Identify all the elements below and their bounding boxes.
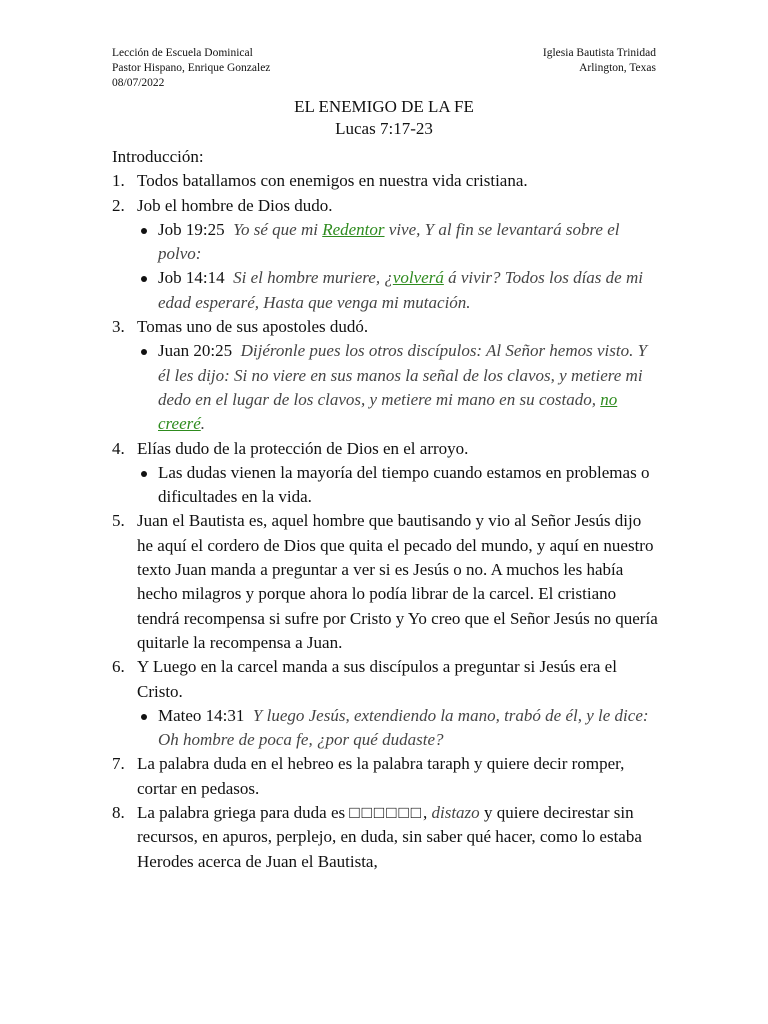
item-number: 5. (112, 511, 125, 531)
bullet-icon (141, 276, 147, 282)
document-subtitle: Lucas 7:17-23 (335, 119, 433, 138)
list-item (112, 509, 660, 655)
sub-list-item (137, 704, 660, 753)
intro-heading: Introducción: (112, 147, 204, 166)
sub-list-item (137, 339, 660, 436)
dictionary-link[interactable]: no (600, 389, 618, 409)
sub-list-item (137, 461, 660, 510)
item-text: Job el hombre de Dios dudo. (137, 195, 333, 215)
sub-item-text: Las dudas vienen la mayoría del tiempo cuando estamos en problemas o dificultades en la vida. (158, 462, 650, 507)
item-number: 1. (112, 171, 125, 191)
scripture-reference: Job 19:25 (158, 219, 225, 239)
quote-part: Si el hombre muriere, ¿ (233, 268, 393, 288)
greek-word: □□□□□□ (349, 803, 423, 823)
title-block (0, 96, 768, 140)
sub-list (137, 704, 660, 753)
bullet-icon (141, 349, 147, 355)
scripture-quote (158, 220, 620, 263)
item-number: 7. (112, 754, 125, 774)
text-part: y quiere decirestar sin recursos, en apuros, perplejo, en duda, sin saber qué hacer, como lo estaba Herodes acerca de Juan el Bautista, (137, 803, 642, 871)
scripture-reference: Mateo 14:31 (158, 705, 245, 725)
item-number: 6. (112, 657, 125, 677)
transliteration: distazo (431, 803, 480, 823)
item-text: Y Luego en la carcel manda a sus discípulos a preguntar si Jesús era el Cristo. (137, 657, 617, 701)
list-item (112, 655, 660, 752)
dictionary-link[interactable]: volverá (392, 268, 444, 288)
header-right (543, 46, 656, 76)
list-item (112, 169, 660, 193)
scripture-reference: Job 14:14 (158, 268, 225, 288)
item-number: 4. (112, 438, 125, 458)
bullet-icon (141, 471, 147, 477)
item-number: 2. (112, 195, 125, 215)
item-number: 3. (112, 317, 125, 337)
quote-part: vive, Y al fin se levantará sobre el polvo: (158, 219, 620, 264)
document-title: EL ENEMIGO DE LA FE (294, 97, 474, 116)
sub-list (137, 218, 660, 315)
header-left (112, 46, 270, 91)
scripture-quote: Y luego Jesús, extendiendo la mano, trabó de él, y le dice: Oh hombre de poca fe, ¿por qué dudaste? (158, 705, 649, 750)
text-part: La palabra griega para duda es (137, 803, 350, 823)
list-item (112, 194, 660, 315)
scripture-quote (158, 341, 647, 433)
item-number: 8. (112, 803, 125, 823)
list-item (112, 752, 660, 801)
header-date: 08/07/2022 (112, 77, 165, 89)
sub-list (137, 461, 660, 510)
quote-part: Yo sé que mi (233, 219, 323, 239)
list-item (112, 437, 660, 510)
dictionary-link[interactable]: creeré (158, 414, 201, 434)
item-text: Todos batallamos con enemigos en nuestra vida cristiana. (137, 171, 528, 191)
scripture-reference: Juan 20:25 (158, 341, 233, 361)
quote-part: á vivir? Todos los días de mi edad esperaré, Hasta que venga mi mutación. (158, 268, 643, 312)
header-location: Arlington, Texas (579, 62, 656, 74)
item-text: Elías dudo de la protección de Dios en el arroyo. (137, 438, 469, 458)
list-item (112, 315, 660, 436)
header-pastor: Pastor Hispano, Enrique Gonzalez (112, 62, 271, 74)
scripture-quote (158, 268, 643, 311)
header-church: Iglesia Bautista Trinidad (542, 47, 656, 59)
bullet-icon (141, 714, 147, 720)
quote-part: Dijéronle pues los otros discípulos: Al Señor hemos visto. Y él les dijo: Si no viere en sus manos la señal de los clavos, y metiere mi dedo en el lugar de los clavos, y metiere mi mano en su costado, (158, 341, 648, 409)
list-item (112, 801, 660, 874)
text-part: , (423, 803, 432, 823)
item-text: Tomas uno de sus apostoles dudó. (137, 317, 369, 337)
item-text: La palabra duda en el hebreo es la palabra taraph y quiere decir romper, cortar en pedasos. (137, 754, 625, 798)
sub-list-item (137, 266, 660, 315)
sub-list-item (137, 218, 660, 267)
header-lesson-name: Lección de Escuela Dominical (112, 47, 253, 59)
bullet-icon (141, 228, 147, 234)
item-text (137, 803, 642, 871)
dictionary-link[interactable]: Redentor (322, 219, 385, 239)
document-body (112, 145, 660, 874)
quote-part: . (200, 414, 206, 434)
item-text: Juan el Bautista es, aquel hombre que bautisando y vio al Señor Jesús dijo he aquí el cordero de Dios que quita el pecado del mundo, y aquí en nuestro texto Juan manda a preguntar a ver si es Jesús o no. A muchos les había hecho milagros y porque ahora lo podía librar de la carcel. El cristiano tendrá recompensa si sufre por Cristo y Yo creo que el Señor Jesús no quería quitarle la recompensa a Juan. (137, 511, 658, 652)
sub-list (137, 339, 660, 436)
main-list (112, 169, 660, 874)
